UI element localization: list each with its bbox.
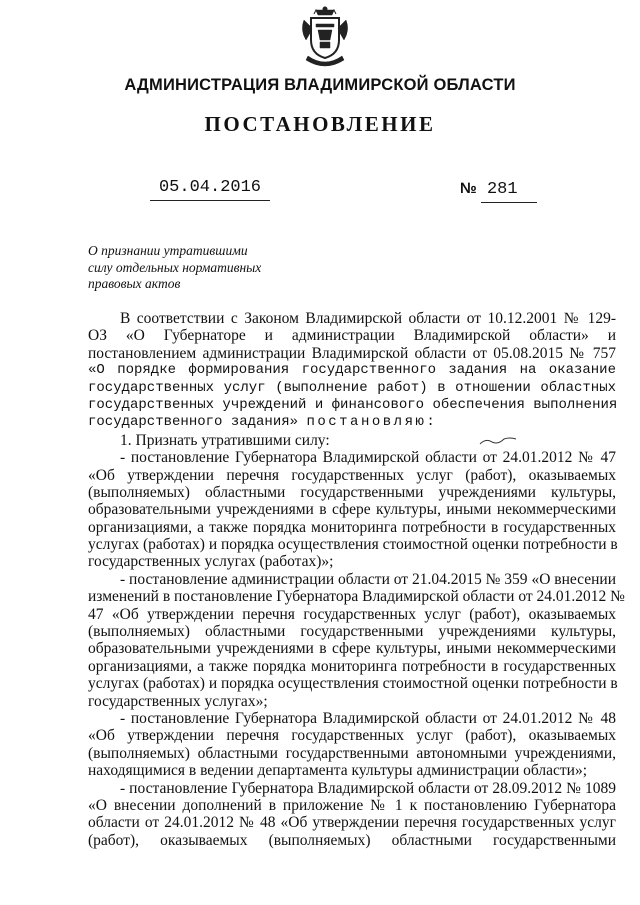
item-line: - постановление администрации области от 21.04.2015 № 359 «О внесении: [120, 570, 616, 588]
document-subject: [88, 243, 288, 293]
body-line: государственных учреждений и финансового обеспечения выполнения: [88, 396, 618, 413]
item-line: «Об утверждении перечня государственных услуг (работ), оказываемых: [88, 466, 616, 484]
item-line: государственных услугах»;: [88, 692, 268, 710]
subject-line: силу отдельных нормативных: [88, 259, 262, 275]
body-line-prefix: государственного задания»: [88, 414, 299, 431]
item-line: находящимися в ведении департамента культуры администрации области»;: [88, 762, 588, 780]
document-number: [460, 178, 537, 203]
item-line: - постановление Губернатора Владимирской области от 24.01.2012 № 48: [120, 709, 616, 727]
item-line: изменений в постановление Губернатора Владимирской области от 24.01.2012 №: [88, 588, 625, 606]
item-line: государственных услугах (работах)»;: [88, 553, 334, 571]
item-line: - постановление Губернатора Владимирской области от 24.01.2012 № 47: [120, 449, 616, 467]
item-line: (выполняемых) областными государственными автономными учреждениями,: [88, 744, 616, 762]
subject-line: О признании утратившими: [88, 243, 248, 258]
document-date: 05.04.2016: [150, 178, 270, 201]
point-1: 1. Признать утратившими силу:: [120, 431, 330, 449]
subject-line: правовых актов: [88, 276, 181, 291]
organization-title: АДМИНИСТРАЦИЯ ВЛАДИМИРСКОЙ ОБЛАСТИ: [124, 76, 516, 94]
body-line: государственных услуг (выполнение работ) в отношении областных: [88, 379, 616, 396]
item-line: области от 24.01.2012 № 48 «Об утверждении перечня государственных услуг: [88, 814, 616, 832]
item-line: 47 «Об утверждении перечня государственных услуг (работ), оказываемых: [88, 605, 616, 623]
item-line: (работ), оказываемых (выполняемых) областными государственными: [88, 831, 616, 849]
coat-of-arms-icon: [300, 6, 350, 68]
item-line: услугах (работах) и порядка осуществления стоимостной оценки потребности в: [88, 675, 618, 693]
number-value: 281: [481, 180, 537, 203]
document-body: [88, 310, 625, 849]
item-line: услугах (работах) и порядка осуществления стоимостной оценки потребности в: [88, 536, 618, 554]
item-line: - постановление Губернатора Владимирской области от 28.09.2012 № 1089: [120, 779, 616, 797]
body-line: [88, 414, 616, 431]
resolve-word: постановляю:: [306, 414, 438, 431]
number-label: №: [460, 180, 477, 197]
body-line: «О порядке формирования государственного задания на оказание: [88, 362, 616, 379]
item-line: «Об утверждении перечня государственных услуг (работ), оказываемых: [88, 727, 616, 745]
body-line: В соответствии с Законом Владимирской области от 10.12.2001 № 129-: [120, 310, 616, 327]
item-line: (выполняемых) областными государственными учреждениями культуры,: [88, 483, 616, 501]
item-line: организациями, а также порядка мониторинга потребности в государственных: [88, 518, 616, 536]
item-line: «О внесении дополнений в приложение № 1 к постановлению Губернатора: [88, 796, 616, 814]
item-line: организациями, а также порядка мониторинга потребности в государственных: [88, 657, 616, 675]
item-line: образовательными учреждениями в сфере культуры, иными некоммерческими: [88, 640, 616, 658]
body-line: постановлением администрации Владимирской области от 05.08.2015 № 757: [88, 344, 616, 362]
item-line: (выполняемых) областными государственными учреждениями культуры,: [88, 623, 616, 641]
body-line: ОЗ «О Губернаторе и администрации Владимирской области» и: [88, 327, 616, 345]
item-line: образовательными учреждениями в сфере культуры, иными некоммерческими: [88, 501, 616, 519]
document-type: ПОСТАНОВЛЕНИЕ: [204, 112, 436, 136]
